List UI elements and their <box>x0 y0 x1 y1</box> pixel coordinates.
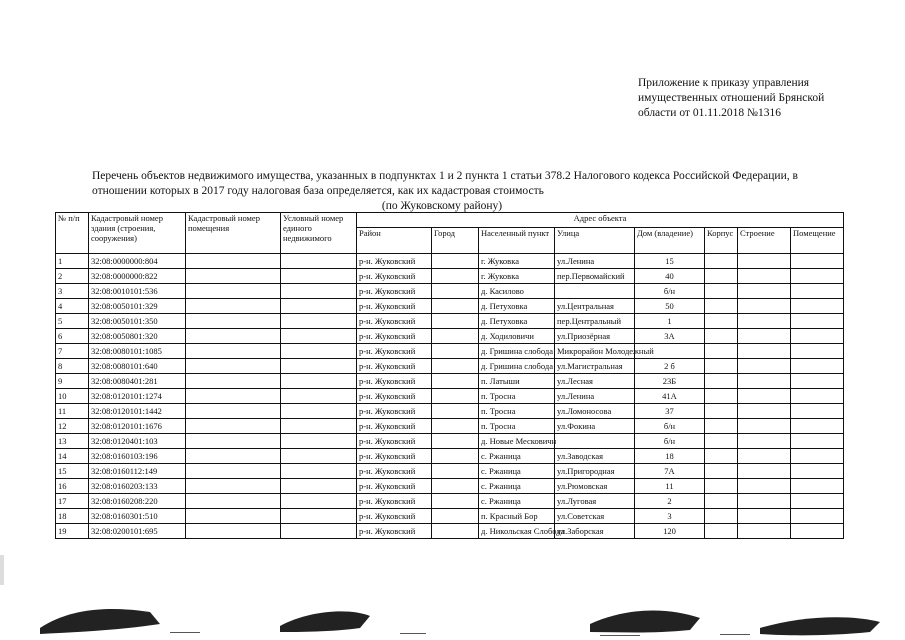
table-row <box>56 329 844 344</box>
row-number: 14 <box>56 449 89 464</box>
row-city <box>432 509 479 524</box>
row-settlement: п. Тросна <box>479 419 555 434</box>
conditional-number <box>281 524 357 539</box>
row-city <box>432 269 479 284</box>
row-room <box>791 524 844 539</box>
conditional-number <box>281 374 357 389</box>
conditional-number <box>281 509 357 524</box>
row-building <box>705 404 738 419</box>
row-number: 12 <box>56 419 89 434</box>
row-house: 41А <box>635 389 705 404</box>
header-house: Дом (владение) <box>635 228 705 254</box>
row-building <box>705 419 738 434</box>
building-cadastral-number: 32:08:0120401:103 <box>89 434 186 449</box>
row-structure <box>738 254 791 269</box>
row-district: р-н. Жуковский <box>357 344 432 359</box>
row-district: р-н. Жуковский <box>357 374 432 389</box>
row-settlement: д. Ходиловичи <box>479 329 555 344</box>
row-room <box>791 449 844 464</box>
conditional-number <box>281 389 357 404</box>
appendix-line: области от 01.11.2018 №1316 <box>638 107 781 119</box>
row-number: 13 <box>56 434 89 449</box>
document-title <box>92 169 852 199</box>
row-street: ул.Заводская <box>555 449 635 464</box>
header-structure: Строение <box>738 228 791 254</box>
table-row <box>56 344 844 359</box>
row-building <box>705 269 738 284</box>
room-cadastral-number <box>186 389 281 404</box>
header-room-cadastral: Кадастровый номер помещения <box>186 213 281 254</box>
row-house: 7А <box>635 464 705 479</box>
row-house: 37 <box>635 404 705 419</box>
row-city <box>432 359 479 374</box>
conditional-number <box>281 479 357 494</box>
row-settlement: с. Ржаница <box>479 494 555 509</box>
row-building <box>705 329 738 344</box>
row-district: р-н. Жуковский <box>357 314 432 329</box>
building-cadastral-number: 32:08:0160301:510 <box>89 509 186 524</box>
table-row <box>56 359 844 374</box>
row-structure <box>738 494 791 509</box>
row-room <box>791 374 844 389</box>
row-structure <box>738 479 791 494</box>
row-house: 15 <box>635 254 705 269</box>
row-building <box>705 434 738 449</box>
row-city <box>432 449 479 464</box>
row-house: 1 <box>635 314 705 329</box>
row-settlement: д. Никольская Слобода <box>479 524 555 539</box>
row-structure <box>738 359 791 374</box>
row-room <box>791 389 844 404</box>
row-building <box>705 314 738 329</box>
table-row <box>56 434 844 449</box>
table-row <box>56 314 844 329</box>
table-row <box>56 419 844 434</box>
table-row <box>56 389 844 404</box>
row-number: 5 <box>56 314 89 329</box>
row-district: р-н. Жуковский <box>357 329 432 344</box>
row-district: р-н. Жуковский <box>357 419 432 434</box>
room-cadastral-number <box>186 344 281 359</box>
header-district: Район <box>357 228 432 254</box>
building-cadastral-number: 32:08:0160103:196 <box>89 449 186 464</box>
row-city <box>432 479 479 494</box>
table-row <box>56 479 844 494</box>
room-cadastral-number <box>186 329 281 344</box>
row-structure <box>738 389 791 404</box>
building-cadastral-number: 32:08:0000000:822 <box>89 269 186 284</box>
conditional-number <box>281 359 357 374</box>
table-row <box>56 374 844 389</box>
row-structure <box>738 509 791 524</box>
table-row <box>56 404 844 419</box>
row-street: ул.Рюмовская <box>555 479 635 494</box>
row-room <box>791 509 844 524</box>
row-street: ул.Приозёрная <box>555 329 635 344</box>
row-street: ул.Пригородная <box>555 464 635 479</box>
row-structure <box>738 299 791 314</box>
scan-edge-mark <box>0 555 4 585</box>
conditional-number <box>281 464 357 479</box>
conditional-number <box>281 284 357 299</box>
row-street <box>555 284 635 299</box>
row-city <box>432 284 479 299</box>
row-settlement: г. Жуковка <box>479 269 555 284</box>
row-house: 2 <box>635 494 705 509</box>
row-district: р-н. Жуковский <box>357 434 432 449</box>
row-city <box>432 344 479 359</box>
row-room <box>791 434 844 449</box>
conditional-number <box>281 404 357 419</box>
row-settlement: г. Жуковка <box>479 254 555 269</box>
row-number: 1 <box>56 254 89 269</box>
row-structure <box>738 434 791 449</box>
row-district: р-н. Жуковский <box>357 464 432 479</box>
row-district: р-н. Жуковский <box>357 494 432 509</box>
row-street: ул.Ломоносова <box>555 404 635 419</box>
row-room <box>791 314 844 329</box>
conditional-number <box>281 254 357 269</box>
building-cadastral-number: 32:08:0050101:350 <box>89 314 186 329</box>
row-building <box>705 254 738 269</box>
header-room: Помещение <box>791 228 844 254</box>
row-street: пер.Первомайский <box>555 269 635 284</box>
row-room <box>791 404 844 419</box>
building-cadastral-number: 32:08:0080401:281 <box>89 374 186 389</box>
building-cadastral-number: 32:08:0160203:133 <box>89 479 186 494</box>
row-street <box>555 434 635 449</box>
table-row <box>56 464 844 479</box>
row-house: 3 <box>635 509 705 524</box>
row-building <box>705 449 738 464</box>
row-structure <box>738 464 791 479</box>
row-street: ул.Лесная <box>555 374 635 389</box>
row-number: 6 <box>56 329 89 344</box>
row-structure <box>738 314 791 329</box>
row-number: 17 <box>56 494 89 509</box>
row-number: 10 <box>56 389 89 404</box>
row-settlement: с. Ржаница <box>479 449 555 464</box>
row-structure <box>738 374 791 389</box>
room-cadastral-number <box>186 524 281 539</box>
row-city <box>432 299 479 314</box>
row-room <box>791 359 844 374</box>
row-district: р-н. Жуковский <box>357 299 432 314</box>
row-city <box>432 329 479 344</box>
header-settlement: Населенный пункт <box>479 228 555 254</box>
row-city <box>432 434 479 449</box>
appendix-line: имущественных отношений Брянской <box>638 92 825 104</box>
conditional-number <box>281 449 357 464</box>
row-structure <box>738 404 791 419</box>
header-number: № п/п <box>56 213 89 254</box>
row-house: 18 <box>635 449 705 464</box>
row-number: 4 <box>56 299 89 314</box>
building-cadastral-number: 32:08:0160112:149 <box>89 464 186 479</box>
row-building <box>705 494 738 509</box>
row-room <box>791 269 844 284</box>
row-settlement: с. Ржаница <box>479 464 555 479</box>
row-district: р-н. Жуковский <box>357 404 432 419</box>
building-cadastral-number: 32:08:0010101:536 <box>89 284 186 299</box>
room-cadastral-number <box>186 374 281 389</box>
row-building <box>705 299 738 314</box>
row-street: ул.Магистральная <box>555 359 635 374</box>
header-address: Адрес объекта <box>357 213 844 228</box>
building-cadastral-number: 32:08:0120101:1676 <box>89 419 186 434</box>
row-city <box>432 314 479 329</box>
row-street: ул.Заборская <box>555 524 635 539</box>
row-house: б/н <box>635 419 705 434</box>
row-settlement: п. Тросна <box>479 404 555 419</box>
row-district: р-н. Жуковский <box>357 254 432 269</box>
building-cadastral-number: 32:08:0200101:695 <box>89 524 186 539</box>
row-city <box>432 494 479 509</box>
property-table <box>55 212 844 539</box>
row-building <box>705 284 738 299</box>
row-settlement: д. Касилово <box>479 284 555 299</box>
row-city <box>432 404 479 419</box>
row-structure <box>738 269 791 284</box>
row-structure <box>738 449 791 464</box>
building-cadastral-number: 32:08:0050101:329 <box>89 299 186 314</box>
room-cadastral-number <box>186 269 281 284</box>
row-number: 16 <box>56 479 89 494</box>
row-house: 40 <box>635 269 705 284</box>
row-structure <box>738 419 791 434</box>
conditional-number <box>281 494 357 509</box>
row-house: 2 б <box>635 359 705 374</box>
room-cadastral-number <box>186 449 281 464</box>
row-settlement: д. Гришина слобода <box>479 344 555 359</box>
room-cadastral-number <box>186 359 281 374</box>
row-room <box>791 419 844 434</box>
row-building <box>705 464 738 479</box>
row-street: ул.Фокина <box>555 419 635 434</box>
row-settlement: д. Петуховка <box>479 299 555 314</box>
row-building <box>705 509 738 524</box>
conditional-number <box>281 314 357 329</box>
header-conditional-number: Условный номер единого недвижимого <box>281 213 357 254</box>
row-street: пер.Центральный <box>555 314 635 329</box>
row-city <box>432 374 479 389</box>
row-street: ул.Ленина <box>555 389 635 404</box>
table-row <box>56 299 844 314</box>
row-room <box>791 254 844 269</box>
row-house: 50 <box>635 299 705 314</box>
building-cadastral-number: 32:08:0120101:1274 <box>89 389 186 404</box>
scan-noise-band <box>0 588 905 640</box>
room-cadastral-number <box>186 314 281 329</box>
building-cadastral-number: 32:08:0120101:1442 <box>89 404 186 419</box>
table-row <box>56 284 844 299</box>
row-city <box>432 254 479 269</box>
room-cadastral-number <box>186 254 281 269</box>
row-settlement: с. Ржаница <box>479 479 555 494</box>
building-cadastral-number: 32:08:0160208:220 <box>89 494 186 509</box>
row-room <box>791 494 844 509</box>
row-room <box>791 344 844 359</box>
conditional-number <box>281 434 357 449</box>
room-cadastral-number <box>186 464 281 479</box>
row-settlement: д. Новые Месковичи <box>479 434 555 449</box>
row-structure <box>738 329 791 344</box>
conditional-number <box>281 344 357 359</box>
row-number: 15 <box>56 464 89 479</box>
row-room <box>791 479 844 494</box>
room-cadastral-number <box>186 479 281 494</box>
row-city <box>432 464 479 479</box>
row-district: р-н. Жуковский <box>357 449 432 464</box>
row-structure <box>738 344 791 359</box>
row-structure <box>738 284 791 299</box>
row-house: 23Б <box>635 374 705 389</box>
row-district: р-н. Жуковский <box>357 389 432 404</box>
row-number: 9 <box>56 374 89 389</box>
header-city: Город <box>432 228 479 254</box>
room-cadastral-number <box>186 419 281 434</box>
row-building <box>705 479 738 494</box>
row-number: 7 <box>56 344 89 359</box>
row-settlement: д. Гришина слобода <box>479 359 555 374</box>
room-cadastral-number <box>186 494 281 509</box>
row-number: 3 <box>56 284 89 299</box>
row-room <box>791 464 844 479</box>
row-room <box>791 299 844 314</box>
table-row <box>56 254 844 269</box>
room-cadastral-number <box>186 299 281 314</box>
header-building-cadastral: Кадастровый номер здания (строения, сооружения) <box>89 213 186 254</box>
row-structure <box>738 524 791 539</box>
row-district: р-н. Жуковский <box>357 269 432 284</box>
building-cadastral-number: 32:08:0080101:1085 <box>89 344 186 359</box>
row-street: ул.Советская <box>555 509 635 524</box>
row-settlement: п. Латыши <box>479 374 555 389</box>
row-number: 2 <box>56 269 89 284</box>
appendix-note <box>638 76 898 121</box>
row-number: 8 <box>56 359 89 374</box>
row-house: б/н <box>635 284 705 299</box>
row-building <box>705 524 738 539</box>
row-building <box>705 344 738 359</box>
row-number: 18 <box>56 509 89 524</box>
row-street: ул.Ленина <box>555 254 635 269</box>
row-room <box>791 284 844 299</box>
row-district: р-н. Жуковский <box>357 509 432 524</box>
conditional-number <box>281 329 357 344</box>
row-settlement: п. Красный Бор <box>479 509 555 524</box>
table-row <box>56 449 844 464</box>
appendix-line: Приложение к приказу управления <box>638 77 810 89</box>
room-cadastral-number <box>186 284 281 299</box>
header-building: Корпус <box>705 228 738 254</box>
row-city <box>432 389 479 404</box>
title-line: отношении которых в 2017 году налоговая база определяется, как их кадастровая стоимость <box>92 185 544 197</box>
row-district: р-н. Жуковский <box>357 284 432 299</box>
row-settlement: п. Тросна <box>479 389 555 404</box>
row-city <box>432 419 479 434</box>
table-row <box>56 494 844 509</box>
room-cadastral-number <box>186 509 281 524</box>
district-subtitle: (по Жуковскому району) <box>381 200 503 212</box>
row-street: ул.Луговая <box>555 494 635 509</box>
row-house: 11 <box>635 479 705 494</box>
row-house: 3А <box>635 329 705 344</box>
conditional-number <box>281 299 357 314</box>
row-room <box>791 329 844 344</box>
row-district: р-н. Жуковский <box>357 479 432 494</box>
title-line: Перечень объектов недвижимого имущества, указанных в подпунктах 1 и 2 пункта 1 статьи 378.2 Налогового кодекса Российской Федерации, в <box>92 170 798 182</box>
row-number: 19 <box>56 524 89 539</box>
conditional-number <box>281 269 357 284</box>
row-building <box>705 374 738 389</box>
table-row <box>56 269 844 284</box>
row-house: 120 <box>635 524 705 539</box>
row-street: Микрорайон Молодежный <box>555 344 635 359</box>
row-district: р-н. Жуковский <box>357 524 432 539</box>
building-cadastral-number: 32:08:0050801:320 <box>89 329 186 344</box>
conditional-number <box>281 419 357 434</box>
row-number: 11 <box>56 404 89 419</box>
table-row <box>56 509 844 524</box>
room-cadastral-number <box>186 404 281 419</box>
row-street: ул.Центральная <box>555 299 635 314</box>
row-settlement: д. Петуховка <box>479 314 555 329</box>
row-house: б/н <box>635 434 705 449</box>
row-building <box>705 389 738 404</box>
table-row <box>56 524 844 539</box>
header-street: Улица <box>555 228 635 254</box>
room-cadastral-number <box>186 434 281 449</box>
row-city <box>432 524 479 539</box>
row-district: р-н. Жуковский <box>357 359 432 374</box>
building-cadastral-number: 32:08:0000000:804 <box>89 254 186 269</box>
row-building <box>705 359 738 374</box>
building-cadastral-number: 32:08:0080101:640 <box>89 359 186 374</box>
